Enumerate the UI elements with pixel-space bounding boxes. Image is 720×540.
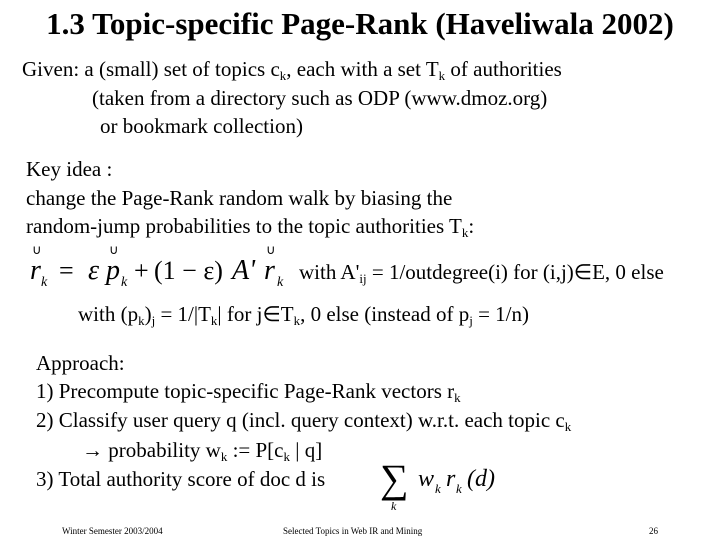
step2b-text-a: → probability w [82, 438, 221, 462]
sum-sigma-icon: ∑ [380, 456, 409, 501]
key-idea-text: random-jump probabilities to the topic authorities T [26, 214, 462, 238]
sum-w: w [418, 466, 435, 492]
step2b-sub2: k [283, 449, 290, 464]
given-line-3: or bookmark collection) [100, 114, 303, 138]
footer-center: Selected Topics in Web IR and Mining [283, 526, 423, 536]
formula-paren: (1 − ε) [154, 256, 223, 285]
approach-step-2 [36, 408, 571, 433]
sum-sub-k: k [391, 499, 397, 513]
given-sub-2: k [438, 68, 446, 83]
pk-d: | for j∈T [217, 302, 294, 326]
step2-text: 2) Classify user query q (incl. query context) w.r.t. each topic c [36, 408, 565, 432]
formula-eq: = [59, 256, 74, 285]
pk-sub4: k [293, 313, 301, 328]
approach-step-3: 3) Total authority score of doc d is [36, 467, 326, 491]
formula-r: r [30, 255, 41, 286]
pk-sub3: k [210, 313, 218, 328]
pk-c: = 1/|T [155, 302, 211, 326]
formula-sub-k3: k [277, 275, 284, 290]
given-text-b: , each with a set T [286, 57, 439, 81]
step1-sub: k [454, 390, 461, 405]
formula-condition [299, 260, 664, 285]
formula-r2: r [264, 255, 275, 286]
step2-sub: k [564, 419, 572, 434]
condition-text-a: with A' [299, 260, 360, 284]
given-text-a: Given: a (small) set of topics c [22, 57, 280, 81]
footer-left: Winter Semester 2003/2004 [62, 526, 163, 536]
sum-r: r [446, 466, 456, 492]
vector-accent-icon: ∪ [109, 244, 119, 257]
sum-d: (d) [467, 466, 495, 492]
key-idea-line-3 [26, 214, 474, 239]
formula-eps: ε [88, 255, 100, 286]
given-line-2: (taken from a directory such as ODP (www.dmoz.org) [92, 86, 548, 110]
formula-p: p [106, 255, 120, 286]
step1-text: 1) Precompute topic-specific Page-Rank vectors r [36, 379, 455, 403]
approach-heading: Approach: [36, 351, 125, 375]
formula-sub-k2: k [121, 275, 128, 290]
pk-sub1: k [138, 313, 145, 328]
formula-A: A' [232, 255, 256, 286]
pk-sub5: j [469, 313, 473, 328]
sum-w-sub: k [435, 481, 441, 496]
slide-title: 1.3 Topic-specific Page-Rank (Haveliwala 2002) [46, 6, 674, 41]
step2b-text-c: | q] [290, 438, 323, 462]
footer-page-number: 26 [649, 526, 658, 536]
step2b-sub: k [220, 449, 228, 464]
given-sub-1: k [279, 68, 287, 83]
step2b-text-b: := P[c [227, 438, 284, 462]
pk-e: , 0 else (instead of p [300, 302, 470, 326]
pagerank-formula [26, 244, 296, 294]
approach-step-2b [82, 438, 322, 463]
formula-plus: + [134, 256, 149, 285]
formula-sub-k1: k [41, 275, 48, 290]
given-text-c: of authorities [445, 57, 562, 81]
pk-sub2: j [151, 313, 156, 328]
vector-accent-icon: ∪ [266, 244, 276, 257]
key-idea-line-2: change the Page-Rank random walk by biasing the [26, 186, 453, 210]
condition-text-b: = 1/outdegree(i) for (i,j)∈E, 0 else [366, 260, 664, 284]
key-idea-line-1: Key idea : [26, 157, 113, 181]
pk-b: ) [144, 302, 152, 326]
key-idea-colon: : [468, 214, 475, 238]
vector-accent-icon: ∪ [32, 244, 42, 257]
pk-definition [78, 302, 529, 327]
key-idea-sub: k [461, 225, 469, 240]
condition-sub: ij [359, 271, 367, 286]
sum-r-sub: k [456, 481, 462, 496]
pk-a: with (p [78, 302, 139, 326]
pk-f: = 1/n) [472, 302, 529, 326]
approach-step-1 [36, 379, 461, 404]
given-line-1 [22, 57, 562, 82]
sum-formula [378, 452, 502, 514]
